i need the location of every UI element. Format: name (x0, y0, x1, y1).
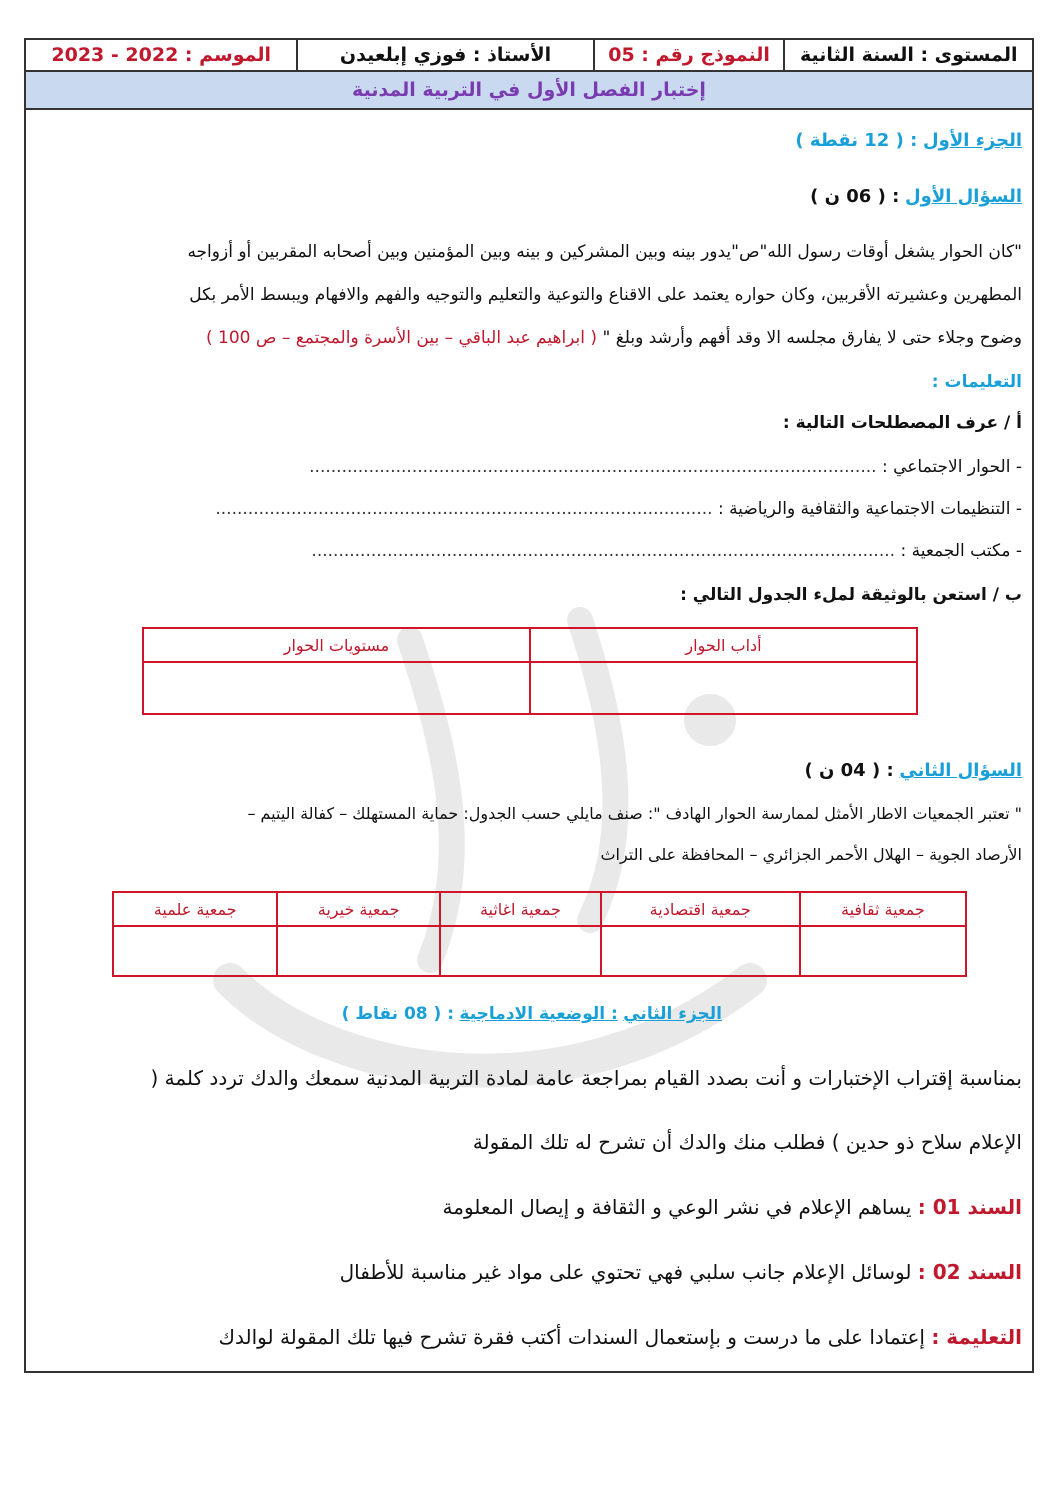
table-answer-cell[interactable] (143, 662, 530, 714)
assoc-answer-cell[interactable] (800, 926, 966, 976)
assoc-answer-cell[interactable] (440, 926, 601, 976)
answer-dots: ......................................................................................................... (309, 457, 877, 477)
q1-source: ( ابراهيم عبد الباقي – بين الأسرة والمجتمع – ص 100 ) (205, 328, 598, 348)
part2-points: : ( 08 نقاط ) (341, 1004, 455, 1024)
dialogue-table (142, 627, 918, 715)
level-cell (783, 40, 1032, 70)
term-label: - مكتب الجمعية : (900, 541, 1022, 561)
level-label: المستوى : السنة الثانية (800, 44, 1018, 66)
model-label: النموذج رقم : 05 (608, 44, 770, 66)
term-label: - التنظيمات الاجتماعية والثقافية والرياضية : (717, 499, 1022, 519)
assoc-header-charity: جمعية خيرية (277, 892, 440, 926)
assoc-header-scientific: جمعية علمية (113, 892, 277, 926)
q2-points: : ( 04 ن ) (804, 760, 894, 781)
table-answer-cell[interactable] (530, 662, 917, 714)
table-header-levels: مستويات الحوار (143, 628, 530, 662)
answer-dots: ............................................................................................................ (311, 541, 896, 561)
part1-points: : ( 12 نقطة ) (795, 130, 918, 151)
document-1 (443, 1195, 1022, 1219)
season-cell (26, 40, 296, 70)
q2-text-line2: الأرصاد الجوية – الهلال الأحمر الجزائري – المحافظة على التراث (600, 845, 1022, 864)
part2-heading: الجزء الثاني (623, 1004, 722, 1024)
assoc-header-cultural: جمعية ثقافية (800, 892, 966, 926)
assoc-header-economic: جمعية اقتصادية (601, 892, 800, 926)
q1-text-line3 (206, 328, 1022, 348)
associations-table (112, 891, 967, 977)
instruction-label: التعليمة : (931, 1325, 1022, 1349)
table-instruction: ب / استعن بالوثيقة لملء الجدول التالي : (680, 585, 1022, 605)
q2-heading: السؤال الثاني (899, 760, 1022, 781)
part1-heading-line (795, 130, 1022, 151)
term-social-dialogue (309, 457, 1022, 477)
part2-subheading: : الوضعية الادماجية (459, 1004, 618, 1024)
q2-text-line1: " تعتبر الجمعيات الاطار الأمثل لممارسة الحوار الهادف ": صنف مايلي حسب الجدول: حماية المستهلك – كفالة اليتيم – (247, 804, 1022, 823)
teacher-label: الأستاذ : فوزي إبلعيدن (339, 44, 552, 66)
teacher-cell (296, 40, 592, 70)
season-label: الموسم : 2022 - 2023 (51, 44, 272, 66)
q1-heading: السؤال الأول (905, 186, 1022, 207)
part2-text-line1: بمناسبة إقتراب الإختبارات و أنت بصدد القيام بمراجعة عامة لمادة التربية المدنية سمعك والدك تردد كلمة ( (150, 1066, 1022, 1090)
doc2-label: السند 02 : (917, 1260, 1022, 1284)
terms-instruction: أ / عرف المصطلحات التالية : (782, 413, 1022, 433)
term-label: - الحوار الاجتماعي : (881, 457, 1022, 477)
q1-points: : ( 06 ن ) (810, 186, 900, 207)
doc1-label: السند 01 : (917, 1195, 1022, 1219)
header-bar (24, 38, 1034, 72)
q1-text-line3-body: وضوح وجلاء حتى لا يفارق مجلسه الا وقد أفهم وأرشد وبلغ " (602, 328, 1022, 348)
document-2 (340, 1260, 1022, 1284)
table-header-etiquette: أداب الحوار (530, 628, 917, 662)
exam-title: إختبار الفصل الأول في التربية المدنية (352, 79, 706, 101)
doc2-text: لوسائل الإعلام جانب سلبي فهي تحتوي على مواد غير مناسبة للأطفال (339, 1260, 912, 1284)
q2-heading-line (805, 760, 1022, 781)
q1-text-line1: "كان الحوار يشغل أوقات رسول الله"ص"يدور بينه وبين المشركين و بينه وبين المؤمنين وبين أصحابه المقربين أو أزواجه (187, 242, 1022, 262)
term-association-office (311, 541, 1022, 561)
part1-heading: الجزء الأول (923, 130, 1022, 151)
part2-text-line2: الإعلام سلاح ذو حدين ) فطلب منك والدك أن تشرح له تلك المقولة (472, 1130, 1022, 1154)
answer-dots: ............................................................................................ (215, 499, 713, 519)
instruction-text: إعتمادا على ما درست و بإستعمال السندات أكتب فقرة تشرح فيها تلك المقولة لوالدك (218, 1325, 925, 1349)
assoc-header-relief: جمعية اغاثية (440, 892, 601, 926)
doc1-text: يساهم الإعلام في نشر الوعي و الثقافة و إيصال المعلومة (442, 1195, 912, 1219)
exam-title-bar (24, 72, 1034, 110)
term-organizations (215, 499, 1022, 519)
assoc-answer-cell[interactable] (601, 926, 800, 976)
part2-heading-line (342, 1004, 722, 1024)
model-cell (593, 40, 784, 70)
q1-heading-line (810, 186, 1022, 207)
assoc-answer-cell[interactable] (277, 926, 440, 976)
assoc-answer-cell[interactable] (113, 926, 277, 976)
final-instruction (219, 1325, 1022, 1349)
instructions-label: التعليمات : (931, 372, 1022, 392)
q1-text-line2: المطهرين وعشيرته الأقربين، وكان حواره يعتمد على الاقناع والتوعية والتعليم والتوجيه والفهم والافهام ويبسط الأمر بكل (189, 285, 1022, 305)
